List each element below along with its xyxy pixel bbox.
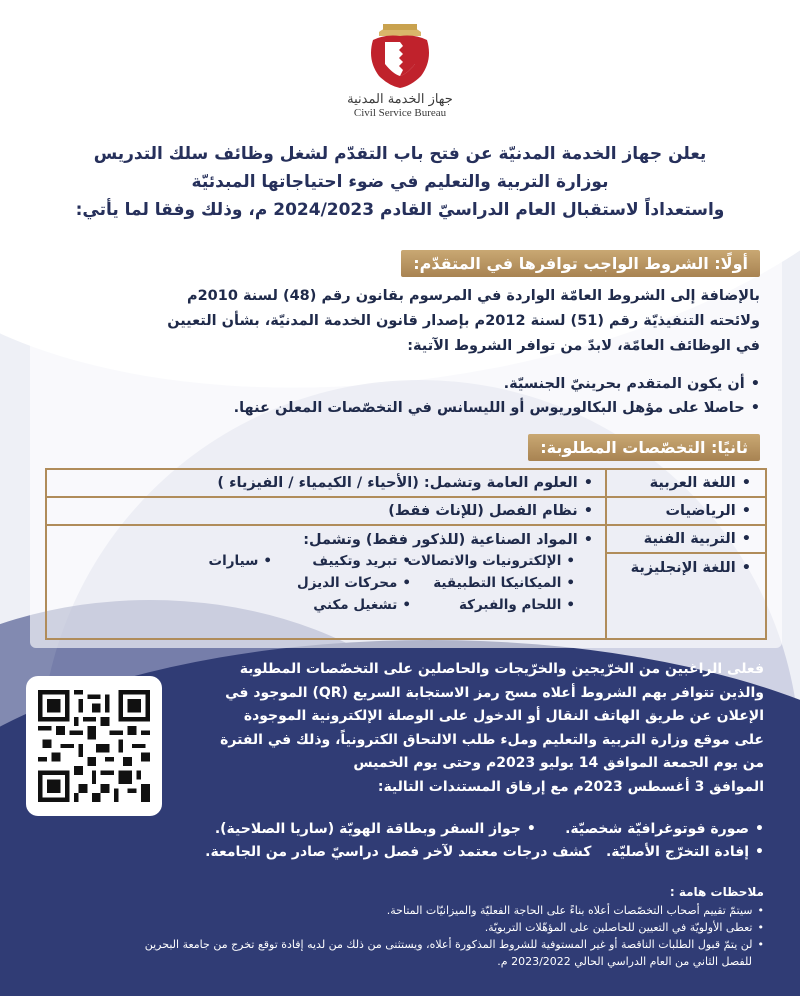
industrial-item: • سيارات <box>182 550 272 572</box>
section-1-para-3: في الوظائف العامّة، لابدّ من توافر الشروط الآتية: <box>407 338 760 354</box>
important-notes <box>30 884 764 970</box>
required-documents <box>40 818 764 864</box>
document-graduation-certificate: • إفادة التخرّج الأصليّة. <box>606 844 764 860</box>
bahrain-emblem-icon <box>365 10 435 90</box>
condition-nationality: • أن يكون المتقدم بحرينيّ الجنسيّة. <box>234 372 760 396</box>
spec-class-system: • نظام الفصل (للإناث فقط) <box>47 498 605 526</box>
document-photo: • صورة فوتوغرافيّة شخصيّة. <box>565 821 764 837</box>
industrial-item: • تبريد وتكييف <box>286 550 411 572</box>
specializations-left-column <box>47 470 605 638</box>
document-transcript: كشف درجات معتمد لآخر فصل دراسيّ صادر من الجامعة. <box>205 844 592 860</box>
spec-arabic: • اللغة العربية <box>607 470 765 498</box>
spec-math: • الرياضيات <box>607 498 765 526</box>
bureau-name-arabic: جهاز الخدمة المدنية <box>347 92 453 107</box>
bureau-name-english: Civil Service Bureau <box>353 107 447 119</box>
industrial-item: • محركات الديزل <box>286 572 411 594</box>
note-incomplete: • لن يتمّ قبول الطلبات الناقصة أو غير المستوفية للشروط المذكورة أعلاه، ويستثنى من ذلك من لديه إفادة توقع تخرج من جامعة البحرين <box>30 936 764 953</box>
intro-line-1: يعلن جهاز الخدمة المدنيّة عن فتح باب التقدّم لشغل وظائف سلك التدريس <box>93 144 707 164</box>
note-priority: • تعطى الأولويّة في التعيين للحاصلين على المؤهّلات التربويّة. <box>30 919 764 936</box>
application-instructions <box>220 658 764 799</box>
industrial-item: • الميكانيكا التطبيقية <box>425 572 575 594</box>
intro-text <box>40 140 760 224</box>
documents-line-2 <box>40 841 764 864</box>
industrial-subjects-list <box>47 550 575 616</box>
header <box>0 10 800 119</box>
spec-industrial: • المواد الصناعية (للذكور فقط) وتشمل: • الإلكترونيات والاتصالات • تبريد وتكييف • سيارات • الميكانيكا التطبيقية • محركات الديزل • اللحام والفبركة • تشغيل مكني <box>47 526 605 638</box>
qr-code[interactable] <box>26 676 162 816</box>
conditions-list <box>234 372 760 420</box>
industrial-item: • تشغيل مكني <box>286 594 411 616</box>
documents-line-1 <box>40 818 764 841</box>
section-1-body <box>44 284 760 359</box>
notes-list <box>30 902 764 953</box>
qr-code-icon <box>38 690 150 802</box>
section-2-title: ثانيًا: التخصّصات المطلوبة: <box>528 434 760 461</box>
section-1-title: أولًا: الشروط الواجب توافرها في المتقدّم: <box>401 250 760 277</box>
industrial-item: • اللحام والفبركة <box>425 594 575 616</box>
section-1-para-1: بالإضافة إلى الشروط العامّة الواردة في المرسوم بقانون رقم (48) لسنة 2010م <box>186 288 760 304</box>
document-passport-id: • جواز السفر وبطاقة الهويّة (ساريا الصلاحية). <box>215 821 536 837</box>
note-incomplete-continued: للفصل الثاني من العام الدراسي الحالي 2023/2022 م. <box>497 955 752 968</box>
spec-art: • التربية الفنية <box>607 526 765 554</box>
specializations-right-column <box>605 470 765 638</box>
notes-title: ملاحظات هامة : <box>669 885 764 899</box>
section-1-para-2: ولائحته التنفيذيّة رقم (51) لسنة 2012م بإصدار قانون الخدمة المدنيّة، بشأن التعيين <box>167 313 760 329</box>
intro-line-3: واستعداداً لاستقبال العام الدراسيّ القادم 2024/2023 م، وذلك وفقا لما يأتي: <box>75 200 725 220</box>
apply-line-6: الموافق 3 أغسطس 2023م مع إرفاق المستندات التالية: <box>377 778 764 795</box>
industrial-item: • الإلكترونيات والاتصالات <box>425 550 575 572</box>
condition-degree: • حاصلا على مؤهل البكالوريوس أو الليسانس في التخصّصات المعلن عنها. <box>234 396 760 420</box>
apply-line-4: على موقع وزارة التربية والتعليم وملء طلب الالتحاق الكترونياً، وذلك في الفترة <box>220 731 764 748</box>
apply-line-2: والذين تتوافر بهم الشروط أعلاه مسح رمز الاستجابة السريع (QR) الموجود في <box>225 684 764 701</box>
note-evaluation: • سيتمّ تقييم أصحاب التخصّصات أعلاه بناءً على الحاجة الفعليّة والميزانيّات المتاحة. <box>30 902 764 919</box>
specializations-table <box>45 468 767 640</box>
apply-line-1: فعلى الراغبين من الخرّيجين والخرّيجات والحاصلين على التخصّصات المطلوبة <box>239 661 764 677</box>
apply-line-3: الإعلان عن طريق الهاتف النقال أو الدخول على الوصلة الإلكترونية الموجودة <box>243 708 764 724</box>
spec-english: • اللغة الإنجليزية <box>607 554 765 582</box>
apply-line-5: من يوم الجمعة الموافق 14 يوليو 2023م وحتى يوم الخميس <box>353 755 764 771</box>
intro-line-2: بوزارة التربية والتعليم في ضوء احتياجاتها المبدئيّة <box>191 172 609 192</box>
spec-science: • العلوم العامة وتشمل: (الأحياء / الكيمياء / الفيزياء ) <box>47 470 605 498</box>
requirements-card <box>30 236 782 648</box>
